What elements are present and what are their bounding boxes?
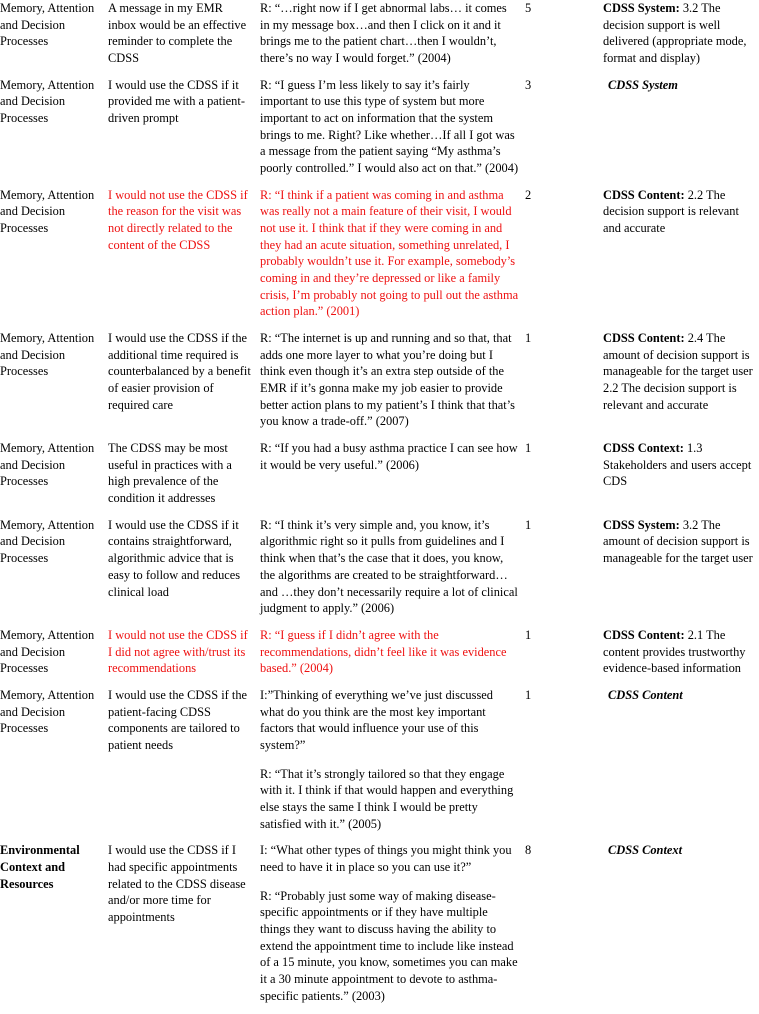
belief-statement-text: A message in my EMR inbox would be an effective reminder to complete the CDSS <box>108 1 247 66</box>
cdss-mapping-cell <box>603 187 759 330</box>
cdss-mapping-cell <box>603 77 759 187</box>
theme-label: Memory, Attention and Decision Processes <box>0 187 95 236</box>
quote-text: R: “I guess if I didn’t agree with the recommendations, didn’t feel like it was evidence based.” (2004) <box>260 627 507 676</box>
cdss-criterion-text: 3.2 The amount of decision support is manageable for the target user <box>603 517 753 566</box>
table-row <box>0 187 759 330</box>
theme-label: Memory, Attention and Decision Processes <box>0 331 95 379</box>
table-row <box>0 842 759 1014</box>
theme-cell <box>0 440 108 517</box>
cdss-criterion-text: 2.1 The content provides trustworthy evidence-based information <box>603 627 746 676</box>
belief-statement-text: I would use the CDSS if it contains straightforward, algorithmic advice that is easy to follow and reduces clinical load <box>108 517 241 599</box>
cdss-mapping-cell <box>603 330 759 440</box>
theme-cell <box>0 77 108 187</box>
count-value: 1 <box>525 441 532 456</box>
count-value: 8 <box>525 843 532 858</box>
theme-label: Memory, Attention and Decision Processes <box>0 1 95 49</box>
count-cell <box>525 687 603 842</box>
table-row <box>0 440 759 517</box>
belief-statement-cell <box>108 330 260 440</box>
theme-cell <box>0 330 108 440</box>
belief-statement-cell <box>108 0 260 77</box>
cdss-mapping-cell <box>603 842 759 1014</box>
theme-label: Memory, Attention and Decision Processes <box>0 687 95 736</box>
count-cell <box>525 440 603 517</box>
count-value: 3 <box>525 77 532 92</box>
cdss-mapping-cell <box>603 627 759 687</box>
quote-cell <box>260 517 525 627</box>
cdss-category-label: CDSS Context <box>608 843 683 858</box>
cdss-category-label: CDSS Content: <box>603 331 685 346</box>
theme-label: Memory, Attention and Decision Processes <box>0 77 95 126</box>
theme-cell <box>0 187 108 330</box>
quote-cell <box>260 842 525 1014</box>
theme-label: Memory, Attention and Decision Processes <box>0 517 95 566</box>
quote-text: R: “I guess I’m less likely to say it’s fairly important to use this type of system but more important to act on information that the system brings to me. Right? Like whether…If all I got was a message from the patient saying “My asthma’s poorly controlled.” I would also act on that.” (2004) <box>260 77 519 176</box>
count-cell <box>525 330 603 440</box>
belief-statement-cell <box>108 687 260 842</box>
belief-statement-cell <box>108 440 260 517</box>
quote-cell <box>260 77 525 187</box>
table-row <box>0 77 759 187</box>
belief-statement-text: I would use the CDSS if the additional time required is counterbalanced by a benefit of easier provision of required care <box>108 331 251 412</box>
belief-statement-cell <box>108 627 260 687</box>
count-cell <box>525 627 603 687</box>
cdss-criterion-text: 2.4 The amount of decision support is manageable for the target user 2.2 The decision support is relevant and accurate <box>603 331 753 412</box>
quote-cell <box>260 330 525 440</box>
count-value: 2 <box>525 187 532 202</box>
belief-statement-text: I would not use the CDSS if I did not agree with/trust its recommendations <box>108 627 248 676</box>
cdss-category-label: CDSS System: <box>603 1 680 15</box>
table-row <box>0 517 759 627</box>
theme-label: Memory, Attention and Decision Processes <box>0 441 95 489</box>
cdss-category-label: CDSS Content <box>608 687 683 702</box>
cdss-mapping-cell <box>603 440 759 517</box>
belief-statement-text: The CDSS may be most useful in practices with a high prevalence of the condition it addresses <box>108 441 232 506</box>
theme-label: Environmental Context and Resources <box>0 843 80 891</box>
quote-text: I: “What other types of things you might think you need to have it in place so you can use it?” <box>260 843 512 874</box>
count-value: 1 <box>525 687 532 702</box>
belief-statement-text: I would use the CDSS if I had specific appointments related to the CDSS disease and/or more time for appointments <box>108 843 246 924</box>
cdss-category-label: CDSS System: <box>603 517 680 532</box>
belief-statement-cell <box>108 77 260 187</box>
count-value: 5 <box>525 1 532 15</box>
theme-cell <box>0 627 108 687</box>
cdss-criterion-text: 2.2 The decision support is relevant and accurate <box>603 187 739 236</box>
cdss-category-label: CDSS Content: <box>603 187 685 202</box>
belief-statement-text: I would not use the CDSS if the reason for the visit was not directly related to the content of the CDSS <box>108 187 248 252</box>
cdss-mapping-cell <box>603 687 759 842</box>
count-value: 1 <box>525 627 532 642</box>
cdss-category-label: CDSS System <box>608 77 678 92</box>
count-cell <box>525 0 603 77</box>
quote-text: R: “…right now if I get abnormal labs… it comes in my message box…and then I click on it and it brings me to the patient chart…then I wouldn’t, there’s no way I would forget.” (2004) <box>260 1 507 66</box>
quote-text: I:”Thinking of everything we’ve just discussed what do you think are the most key important factors that would influence your use of this system?” <box>260 687 493 752</box>
table-row <box>0 627 759 687</box>
quote-text: R: “If you had a busy asthma practice I can see how it would be very useful.” (2006) <box>260 441 518 472</box>
belief-statement-cell <box>108 187 260 330</box>
cdss-criterion-text: 1.3 Stakeholders and users accept CDS <box>603 441 752 489</box>
table-row <box>0 687 759 842</box>
theme-cell <box>0 687 108 842</box>
cdss-mapping-cell <box>603 517 759 627</box>
belief-statement-cell <box>108 842 260 1014</box>
quote-cell <box>260 440 525 517</box>
count-cell <box>525 187 603 330</box>
quote-cell <box>260 687 525 842</box>
theme-cell <box>0 842 108 1014</box>
quote-text: R: “The internet is up and running and so that, that adds one more layer to what you’re doing but I think even though it’s an extra step outside of the EMR if it’s gonna make my job easier to provide better action plans to my patient’s I think that that’s you know a trade-off.” (2007) <box>260 331 515 429</box>
count-cell <box>525 842 603 1014</box>
cdss-category-label: CDSS Context: <box>603 441 684 456</box>
theme-label: Memory, Attention and Decision Processes <box>0 627 95 676</box>
quote-cell <box>260 0 525 77</box>
cdss-criterion-text: 3.2 The decision support is well delivered (appropriate mode, format and display) <box>603 1 747 66</box>
quote-cell <box>260 187 525 330</box>
belief-statement-text: I would use the CDSS if the patient-facing CDSS components are tailored to patient needs <box>108 687 248 752</box>
quote-cell <box>260 627 525 687</box>
table-row <box>0 330 759 440</box>
cdss-category-label: CDSS Content: <box>603 627 685 642</box>
quote-text-secondary: R: “Probably just some way of making disease-specific appointments or if they have multiple things they want to discuss having the ability to extend the appointment time to include like instead of a 15 minute, you know, sometimes you can make it a 30 minute appointment to devote to asthma-specific patients.” (2003) <box>260 888 518 1003</box>
quote-text: R: “I think it’s very simple and, you know, it’s algorithmic right so it pulls from guidelines and I think when that’s the case that it does, you know, the algorithms are created to be straightforward…and …they don’t necessarily require a lot of clinical judgment to apply.” (2006) <box>260 517 518 616</box>
belief-statement-text: I would use the CDSS if it provided me with a patient-driven prompt <box>108 77 245 126</box>
theme-cell <box>0 0 108 77</box>
belief-statement-cell <box>108 517 260 627</box>
count-cell <box>525 517 603 627</box>
count-cell <box>525 77 603 187</box>
cdss-mapping-cell <box>603 0 759 77</box>
count-value: 1 <box>525 517 532 532</box>
quote-text: R: “I think if a patient was coming in and asthma was really not a main feature of their visit, I would not use it. I think that if they were coming in and they had an acute situation, something unrelated, I probably wouldn’t use it. For example, somebody’s coming in and they’re depressed or like a family crisis, I’m probably not going to pull out the asthma action plan.” (2001) <box>260 187 519 319</box>
count-value: 1 <box>525 331 532 346</box>
table-row <box>0 0 759 77</box>
quote-text-secondary: R: “That it’s strongly tailored so that they engage with it. I think if that would happen and everything else stays the same I think I would be pretty satisfied with it.” (2005) <box>260 766 514 831</box>
theme-cell <box>0 517 108 627</box>
